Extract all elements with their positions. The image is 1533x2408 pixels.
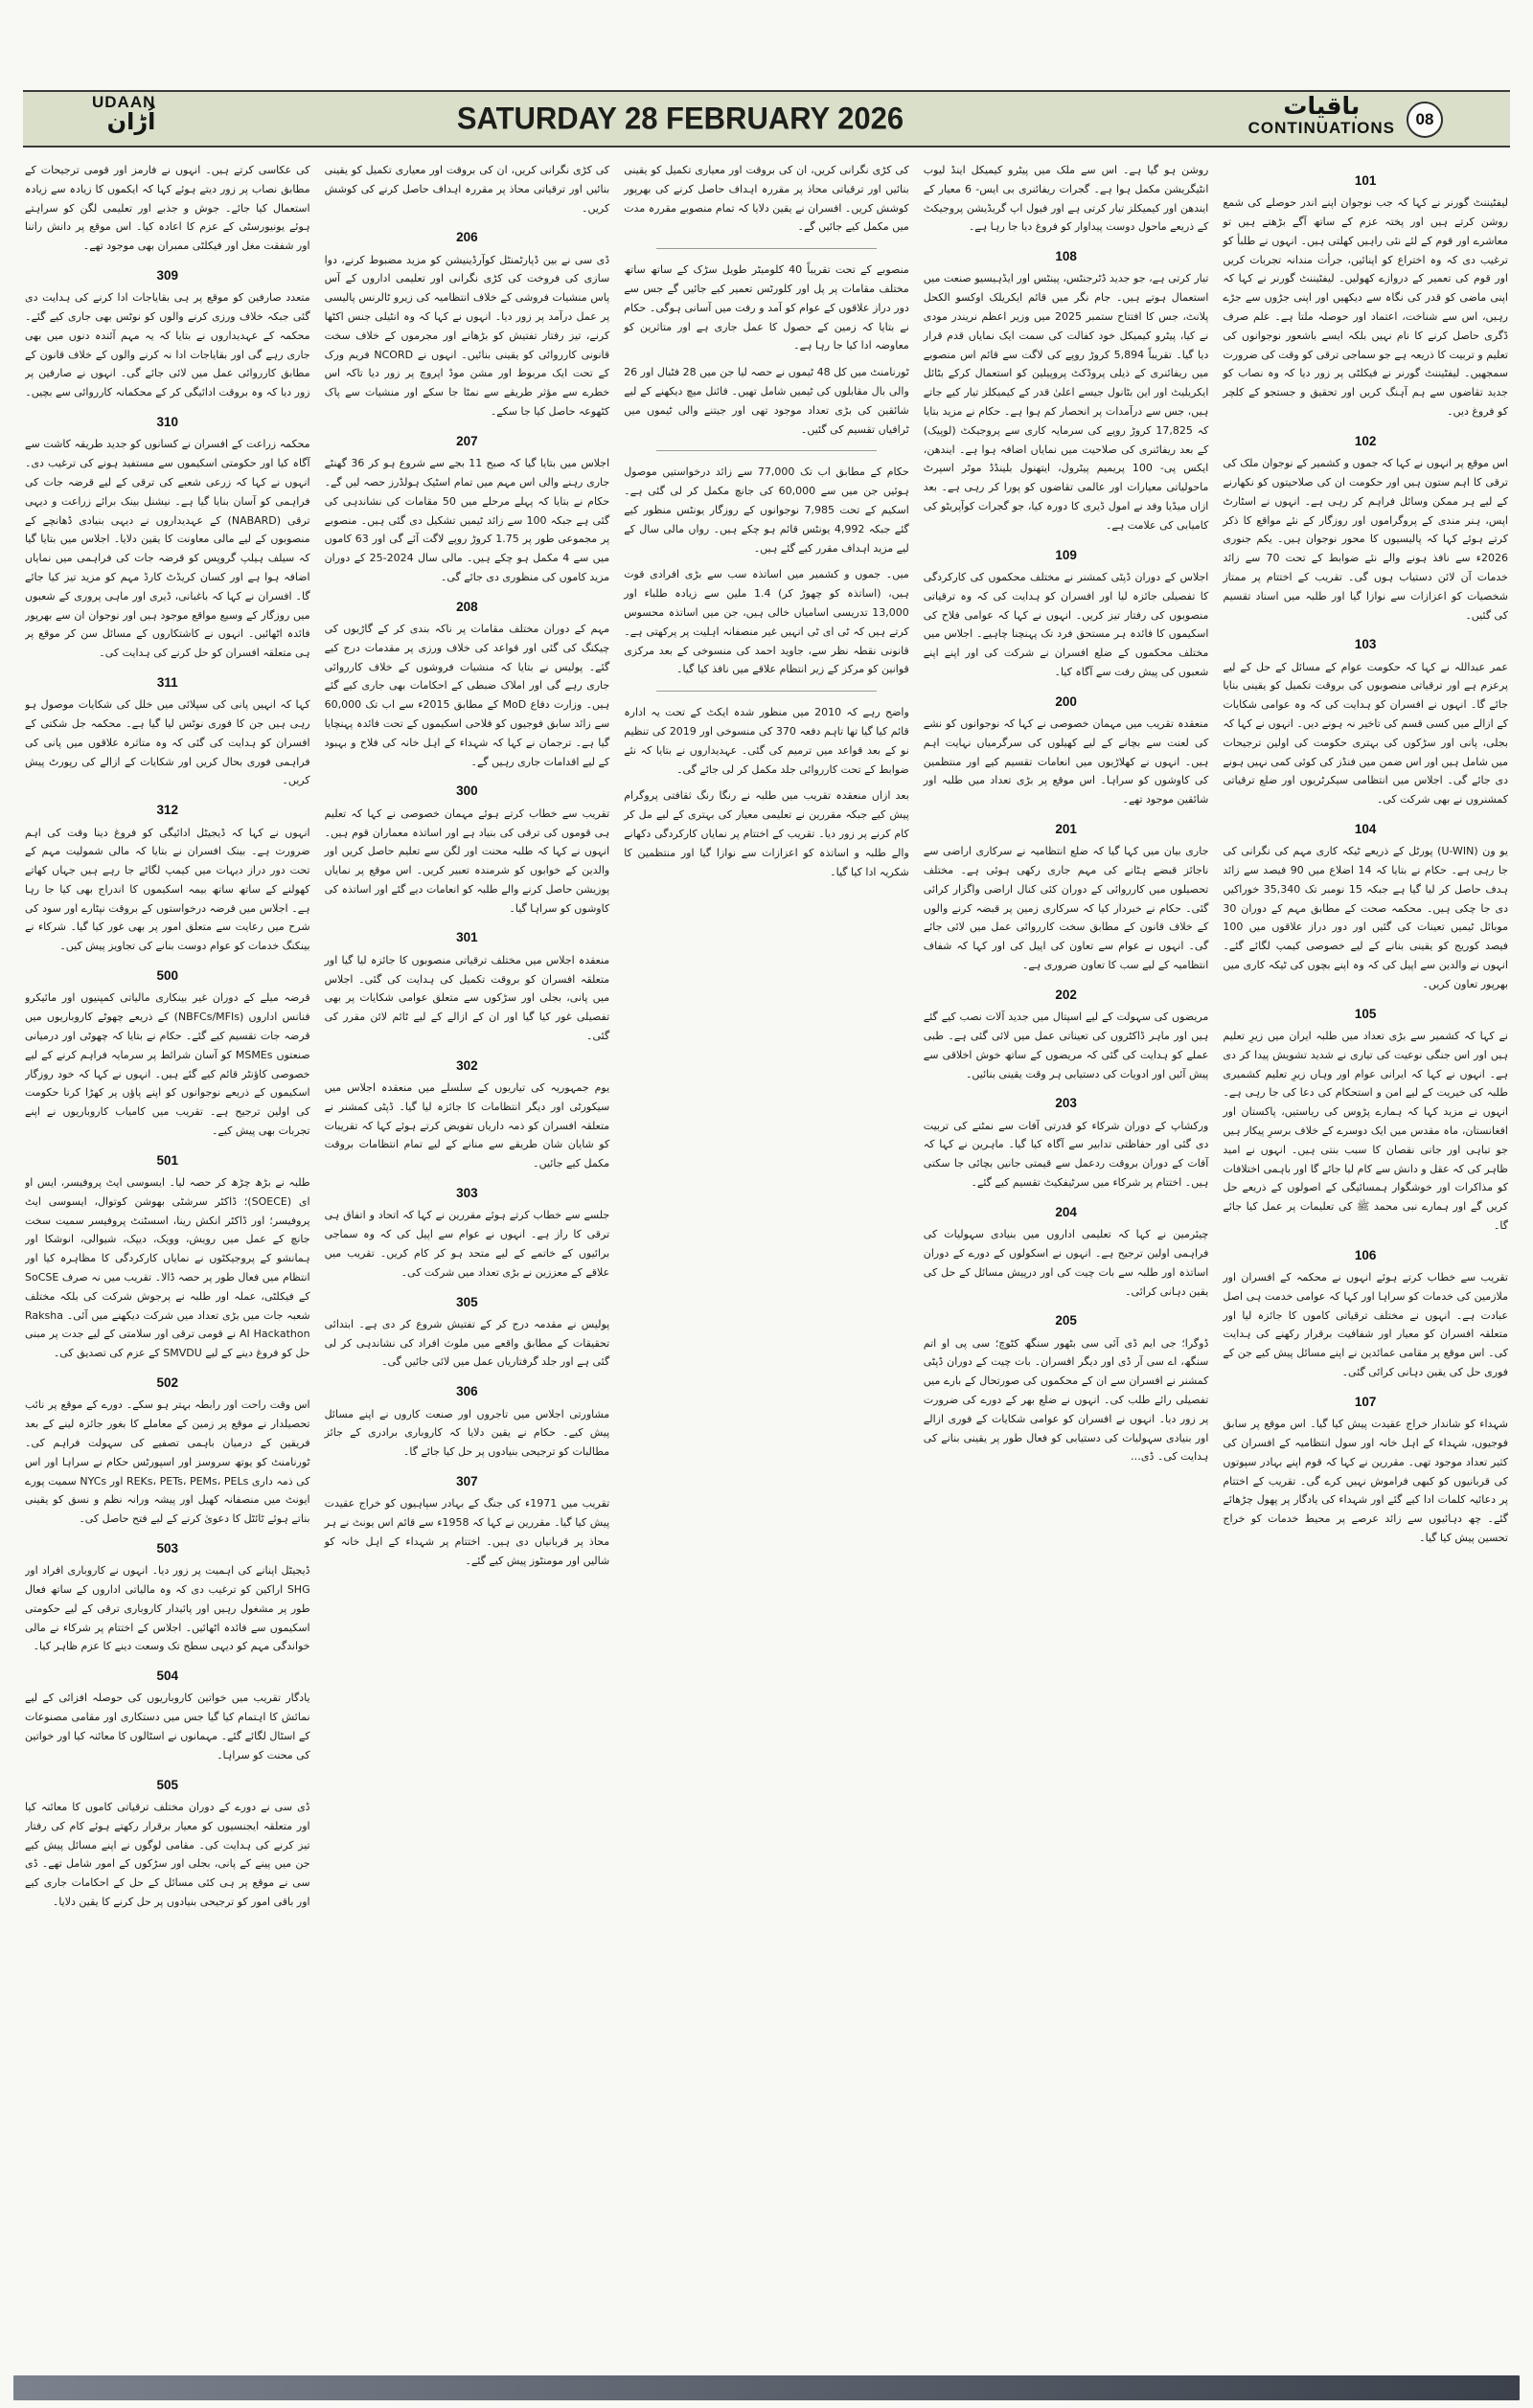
section-number-206: 206 xyxy=(456,230,478,245)
section-text: یادگار تقریب میں خواتین کاروباریوں کی حوصلہ افزائی کے لیے نمائش کا اہتمام کیا گیا جس میں دستکاری اور مقامی مصنوعات کے اسٹال لگائے گئے۔ مہمانوں نے اسٹالوں کا معائنہ کیا اور خواتین کی محنت کو سراہا۔ xyxy=(25,1692,310,1761)
section-number-305: 305 xyxy=(456,1294,478,1309)
footer-bar xyxy=(13,2375,1520,2400)
date-title: SATURDAY 28 FEBRUARY 2026 xyxy=(456,101,904,136)
section-number-307: 307 xyxy=(456,1473,478,1488)
section-text: اجلاس کے دوران ڈپٹی کمشنر نے مختلف محکموں کی کارکردگی کا تفصیلی جائزہ لیا اور افسران کو ہدایت کی کہ وہ ترقیاتی منصوبوں کی رفتار تیز کریں۔ انہوں نے کہا کہ عوامی فلاح کی اسکیموں کا فائدہ ہر مستحق فرد تک پہنچنا چاہیے۔ اجلاس میں مختلف محکموں کے ضلع افسران نے شرکت کی اور اپنے اپنے شعبوں کی پیش رفت سے آگاہ کیا۔ xyxy=(923,570,1209,678)
masthead-band xyxy=(23,90,1510,148)
section-number-306: 306 xyxy=(456,1384,478,1399)
section-text: چیئرمین نے کہا کہ تعلیمی اداروں میں بنیادی سہولیات کی فراہمی اولین ترجیح ہے۔ انہوں نے اسکولوں کے دورے کے دوران اساتذہ اور طلبہ سے بات چیت کی اور درپیش مسائل کے حل کی یقین دہانی کرائی۔ xyxy=(923,1228,1209,1298)
columns-container xyxy=(25,161,1508,2354)
section-number-201: 201 xyxy=(1055,822,1077,836)
section-text: تقریب سے خطاب کرتے ہوئے مہمان خصوصی نے کہا کہ تعلیم ہی قوموں کی ترقی کی بنیاد ہے اور اساتذہ معماران قوم ہیں۔ انہوں نے کہا کہ طلبہ محنت اور لگن سے تعلیم حاصل کریں اور والدین کے خوابوں کو شرمندہ تعبیر کریں۔ اس موقع پر نمایاں پوزیشن حاصل کرنے والے طلبہ کو انعامات دیے گئے اور اساتذہ کی کاوشوں کو سراہا گیا۔ xyxy=(324,806,610,915)
news-column-1 xyxy=(25,161,310,2354)
section-text: پولیس نے مقدمہ درج کر کے تفتیش شروع کر دی ہے۔ ابتدائی تحقیقات کے مطابق واقعے میں ملوث افراد کی نشاندہی کر لی گئی ہے اور جلد گرفتاریاں عمل میں لائی جائیں گی۔ xyxy=(324,1317,610,1369)
section-number-502: 502 xyxy=(156,1375,179,1391)
logo-text: UDAAN xyxy=(92,93,156,111)
section-number-107: 107 xyxy=(1354,1394,1377,1409)
news-column-2 xyxy=(325,161,610,2354)
news-column-3 xyxy=(624,161,909,2354)
section-text: جاری بیان میں کہا گیا کہ ضلع انتظامیہ نے سرکاری اراضی سے ناجائز قبضے ہٹانے کی مہم جاری رکھی ہوئی ہے۔ مختلف تحصیلوں میں کارروائی کے دوران کئی کنال اراضی واگزار کرائی گئی۔ حکام نے خبردار کیا کہ سرکاری زمین پر قبضہ کرنے والوں کے خلاف قانون کے مطابق سخت کارروائی عمل میں لائی جائے گی۔ انہوں نے عوام سے تعاون کی اپیل کی اور کہا کہ شفاف انتظامیہ کے لیے سب کا تعاون ضروری ہے۔ xyxy=(923,845,1209,972)
section-text: میں۔ جموں و کشمیر میں اساتذہ سب سے بڑی افرادی قوت ہیں، (اساتذہ کو چھوڑ کر) 1.4 ملین سے زیادہ طلباء اور 13,000 تدریسی اسامیاں خالی ہیں، جن میں اساتذہ محسوس کرتے ہیں کہ ٹی ای ٹی انہیں غیر منصفانہ اہلیت پر پرکھتی ہے۔ قانونی نقطہ نظر سے، جاوید احمد کی منسوخی کے بعد مرکزی قوانین کو مرکز کے زیر انتظام علاقے میں نافذ کیا گیا۔ xyxy=(624,568,909,676)
masthead-right-block xyxy=(1248,93,1395,137)
section-number-302: 302 xyxy=(456,1057,478,1073)
section-number-102: 102 xyxy=(1354,433,1377,448)
section-text: تقریب میں 1971ء کی جنگ کے بہادر سپاہیوں کو خراج عقیدت پیش کیا گیا۔ مقررین نے کہا کہ 1958ء سے قائم اس یونٹ نے ہر محاذ پر قربانیاں دی ہیں۔ اختتام پر شہداء کے اہل خانہ کو شالیں اور مومنٹوز پیش کیے گئے۔ xyxy=(324,1497,610,1567)
section-number-205: 205 xyxy=(1055,1313,1077,1329)
news-column-4 xyxy=(924,161,1209,2354)
section-number-104: 104 xyxy=(1354,822,1377,836)
section-number-101: 101 xyxy=(1354,173,1377,188)
section-number-301: 301 xyxy=(456,930,478,945)
section-number-200: 200 xyxy=(1055,693,1077,709)
section-text: ڈی سی نے دورے کے دوران مختلف ترقیاتی کاموں کا معائنہ کیا اور متعلقہ ایجنسیوں کو معیار برقرار رکھتے ہوئے کام کی رفتار تیز کرنے کی ہدایت کی۔ مقامی لوگوں نے اپنے مسائل پیش کیے جن میں پینے کے پانی، بجلی اور سڑکوں کے امور شامل تھے۔ ڈی سی نے موقع پر ہی کئی مسائل کے حل کے احکامات جاری کیے اور باقی امور کو ترجیحی بنیادوں پر حل کرنے کا یقین دلایا۔ xyxy=(25,1800,310,1908)
section-number-204: 204 xyxy=(1055,1204,1077,1219)
section-number-105: 105 xyxy=(1354,1006,1377,1021)
masthead-english-title: CONTINUATIONS xyxy=(1247,118,1395,137)
section-text: نے کہا کہ کشمیر سے بڑی تعداد میں طلبہ ایران میں زیرِ تعلیم ہیں اور اس جنگی نوعیت کی تیاری نے شدید تشویش پیدا کر دی ہے۔ انہوں نے کہا کہ ایرانی عوام اور وہاں زیرِ تعلیم کشمیری طلبہ کی خیریت کے لیے امن و استحکام کی دعا کی جا رہی ہے۔ انہوں نے مزید کہا کہ ہمارے پڑوس کی ریاستیں، پاکستان اور افغانستان، ماہ مقدس میں ایک دوسرے کے خلاف برسرِ پیکار ہیں جو تباہی اور جانی نقصان کا سبب بنتی ہیں۔ انہوں نے امید ظاہر کی کہ عقل و دانش سے کام لیا جائے گا اور باہمی اختلافات کو مذاکرات اور خوشگوار ہمسائیگی کے اصولوں کے ذریعے حل کریں گے اور ہمارے نبی محمد ﷺ کی تعلیمات پر عمل کیا جائے گا۔ xyxy=(1223,1029,1508,1232)
section-number-310: 310 xyxy=(156,415,179,430)
section-text: تیار کرتی ہے، جو جدید ڈٹرجنٹس، پینٹس اور ایڈہیسیو صنعت میں استعمال ہوتے ہیں۔ جام نگر میں قائم ایکریلک اوکسو الکحل پلانٹ، جس کا افتتاح ستمبر 2025 میں وزیر اعظم نریندر مودی نے کیا، پیٹرو کیمیکل خود کفالت کی سمت ایک نمایاں قدم قرار دیا گیا۔ تقریباً 5,894 کروڑ روپے کی لاگت سے قائم اس منصوبے میں ریفائنری کے ذیلی پروڈکٹ پروپیلین کو استعمال کرکے بٹائل ایکریلیٹ اور این بٹانول جیسے اعلیٰ قدر کے کیمیکلز تیار کیے جاتے ہیں، جس سے درآمدات پر انحصار کم ہوا ہے۔ حکام نے مزید بتایا کہ 17,825 کروڑ روپے کی سرمایہ کاری سے پروجیکٹ (لوپیک) کے بعد ریفائنری کی صلاحیت میں نمایاں اضافہ ہوا ہے۔ ایندھن، ایکس پی- 100 پریمیم پیٹرول، ایتھنول بلینڈڈ موٹر اسپرٹ ماحولیاتی معیارات اور عالمی تقاضوں کو پورا کر رہی ہے۔ بعد ازاں میڈیا وفد نے امول ڈیری کا دورہ کیا، جو گجرات کوآپریٹو کی کامیابی کی علامت ہے۔ xyxy=(923,272,1209,532)
section-text: ورکشاپ کے دوران شرکاء کو قدرتی آفات سے نمٹنے کی تربیت دی گئی اور حفاظتی تدابیر سے آگاہ کیا گیا۔ ماہرین نے کہا کہ آفات کے دوران بروقت ردعمل سے قیمتی جانیں بچائی جا سکتی ہیں۔ اختتام پر شرکاء میں سرٹیفکیٹ تقسیم کیے گئے۔ xyxy=(923,1119,1209,1190)
section-number-303: 303 xyxy=(456,1186,478,1201)
logo-urdu-calligraphy: اُڑان xyxy=(106,108,156,135)
section-number-312: 312 xyxy=(156,803,179,818)
section-text: لیفٹیننٹ گورنر نے کہا کہ جب نوجوان اپنے اندر حوصلے کی شمع روشن کرتے ہیں اور پختہ عزم کے ساتھ آگے بڑھتے ہیں تو معاشرے اور قوم کے لئے نئی راہیں کھلتی ہیں۔ انہوں نے طلبأ کو ترغیب دی کہ وہ اختراع کو اپنائیں، جرأت مندانہ تجربات کریں اور قوم کی تعمیر کے دروازے کھولیں۔ لیفٹیننٹ گورنر نے کہا کہ اپنی ماضی کو قدر کی نگاہ سے دیکھیں اور اپنی جڑوں سے جڑے رہیں، اس سے شناخت، اعتماد اور حوصلہ ملتا ہے۔ علم صرف ڈگری حاصل کرنے کا نام نہیں بلکہ ایسے باشعور نوجوانوں کی تعلیم و تربیت کا ذریعہ ہے جو سماجی ترقی کو وقت کی ضرورت سمجھیں۔ لیفٹیننٹ گورنر نے فیکلٹی پر زور دیا کہ وہ نصاب کو جدید تقاضوں سے ہم آہنگ کریں اور تحقیق و جستجو کے کلچر کو فروغ دیں۔ xyxy=(1223,196,1508,419)
section-text: اجلاس میں بتایا گیا کہ صبح 11 بجے سے شروع ہو کر 36 گھنٹے جاری رہنے والی اس مہم میں تمام اسٹیک ہولڈرز حصہ لیں گے۔ حکام نے بتایا کہ پہلے مرحلے میں 50 مقامات کی نشاندہی کی گئی ہے جبکہ 100 سے زائد ٹیمیں تشکیل دی گئی ہیں۔ منصوبے پر مجموعی طور پر 1.75 کروڑ روپے لاگت آئے گی اور 63 کاموں میں سے 4 مکمل ہو چکے ہیں۔ مالی سال 2024-25 کے دوران مزید کاموں کی منظوری دی جائے گی۔ xyxy=(324,457,610,583)
section-number-500: 500 xyxy=(156,968,179,984)
section-text: منعقدہ اجلاس میں مختلف ترقیاتی منصوبوں کا جائزہ لیا گیا اور متعلقہ افسران کو بروقت تکمیل کی ہدایت کی گئی۔ اجلاس میں پانی، بجلی اور سڑکوں سے متعلق عوامی شکایات پر بھی تفصیلی غور کیا گیا اور ان کے ازالے کے لیے ٹائم لائن مقرر کی گئی۔ xyxy=(324,953,610,1042)
section-text: شہداء کو شاندار خراج عقیدت پیش کیا گیا۔ اس موقع پر سابق فوجیوں، شہداء کے اہل خانہ اور سول انتظامیہ کے افسران کی کثیر تعداد موجود تھی۔ مقررین نے کہا کہ قوم اپنے بہادر سپوتوں کی قربانیوں کو کبھی فراموش نہیں کرے گی۔ تقریب کے اختتام پر دعائیہ کلمات ادا کیے گئے اور شہداء کی یادگار پر پھول چڑھائے گئے۔ چھ دہائیوں سے زائد عرصے پر محیط خدمات کو خراج تحسین پیش کیا گیا۔ xyxy=(1223,1418,1508,1544)
masthead-urdu-title: باقیات xyxy=(1283,92,1361,120)
story-separator xyxy=(656,450,877,451)
section-number-311: 311 xyxy=(156,674,178,690)
section-text: منعقدہ تقریب میں مہمان خصوصی نے کہا کہ نوجوانوں کو نشے کی لعنت سے بچانے کے لیے کھیلوں کی سرگرمیاں نہایت اہم ہیں۔ انہوں نے کھلاڑیوں میں انعامات تقسیم کیے اور منتظمین کی کاوشوں کو سراہا۔ اس موقع پر بڑی تعداد میں طلبہ اور شائقین موجود تھے۔ xyxy=(923,717,1209,806)
section-text: عمر عبداللہ نے کہا کہ حکومت عوام کے مسائل کے حل کے لیے پرعزم ہے اور ترقیاتی منصوبوں کی بروقت تکمیل کو یقینی بنایا جائے گا۔ انہوں نے افسران کو ہدایت کی کہ وہ عوامی شکایات کے ازالے میں کسی قسم کی تاخیر نہ ہونے دیں۔ انہوں نے کہا کہ بجلی، پانی اور سڑکوں کی بہتری حکومت کی اولین ترجیحات میں شامل ہیں اور اس ضمن میں فنڈز کی کوئی کمی نہیں ہونے دی جائے گی۔ اجلاس میں انتظامی سیکرٹریوں اور ضلع ترقیاتی کمشنروں نے بھی شرکت کی۔ xyxy=(1223,660,1508,806)
section-text: منصوبے کے تحت تقریباً 40 کلومیٹر طویل سڑک کے ساتھ ساتھ مختلف مقامات پر پل اور کلورٹس تعمیر کیے جائیں گے جس سے دور دراز علاقوں کے عوام کو آمد و رفت میں آسانی ہوگی۔ حکام نے بتایا کہ زمین کے حصول کا عمل جاری ہے اور متاثرین کو معاوضہ ادا کیا جا رہا ہے۔ xyxy=(624,263,909,352)
section-text: طلبہ نے بڑھ چڑھ کر حصہ لیا۔ ایسوسی ایٹ پروفیسر، ایس او ای (SOECE)؛ ڈاکٹر سرشٹی بھوشن کوتوال، ایسوسی ایٹ پروفیسر؛ اور ڈاکٹر انکش رینا، اسسٹنٹ پروفیسر سمیت سخت جانچ کے عمل میں رویش، وویک، دیپک، شیوالی، انوشکا اور ہمانشو کے پروجیکٹوں نے نمایاں کارکردگی کا مظاہرہ کیا اور انتظام میں فعال طور پر حصہ ڈالا۔ تقریب میں نہ صرف SoCSE کے فیکلٹی، عملہ اور طلبہ نے پرجوش شرکت کی بلکہ مختلف شعبہ جات میں بڑی تعداد میں شرکت دیکھنے میں آئی۔ Raksha AI Hackathon نے قومی ترقی اور سلامتی کے لیے جدت پر مبنی حل کو فروغ دینے کے لیے SMVDU کے عزم کی تصدیق کی۔ xyxy=(25,1176,310,1360)
section-number-108: 108 xyxy=(1055,249,1077,264)
section-number-300: 300 xyxy=(456,784,478,799)
section-text: ڈیجیٹل اپنانے کی اہمیت پر زور دیا۔ انہوں نے کاروباری افراد اور SHG اراکین کو ترغیب دی کہ وہ مالیاتی اداروں کے ساتھ فعال طور پر مشغول رہیں اور پائیدار کاروباری ترقی کے لیے حکومتی اسکیموں سے فائدہ اٹھائیں۔ اجلاس کے اختتام پر شرکاء نے مالی خواندگی مہم کو دیہی سطح تک وسعت دینے کا عزم ظاہر کیا۔ xyxy=(25,1564,310,1653)
section-text: مشاورتی اجلاس میں تاجروں اور صنعت کاروں نے اپنے مسائل پیش کیے۔ حکام نے یقین دلایا کہ کاروباری برادری کے جائز مطالبات کو ترجیحی بنیادوں پر حل کیا جائے گا۔ xyxy=(324,1407,610,1459)
section-text: اس موقع پر انہوں نے کہا کہ جموں و کشمیر کے نوجوان ملک کی ترقی کا اہم ستون ہیں اور حکومت ان کی صلاحیتوں کو نکھارنے کے لیے ہر ممکن وسائل فراہم کر رہی ہے۔ انہوں نے اسٹارٹ اپس، ہنر مندی کے پروگراموں اور روزگار کے نئے مواقع کا ذکر کرتے ہوئے کہا کہ پالیسیوں کا محور نوجوان ہیں۔ یکم جنوری 2026ء سے نافذ ہونے والے نئے ضوابط کے تحت 70 سے زائد خدمات آن لائن دستیاب ہوں گی۔ تقریب کے اختتام پر ممتاز شخصیات کو اعزازات سے نوازا گیا اور طلبہ میں اسناد تقسیم کی گئیں۔ xyxy=(1223,457,1508,622)
page-number-badge: 08 xyxy=(1407,102,1443,138)
section-number-505: 505 xyxy=(156,1777,179,1792)
section-number-207: 207 xyxy=(456,433,478,448)
news-column-5 xyxy=(1223,161,1508,2354)
section-text: ٹورنامنٹ میں کل 48 ٹیموں نے حصہ لیا جن میں 28 فٹبال اور 26 والی بال مقابلوں کی ٹیمیں شامل تھیں۔ فائنل میچ دیکھنے کے لیے شائقین کی بڑی تعداد موجود تھی اور جیتنے والی ٹیموں میں ٹرافیاں تقسیم کی گئیں۔ xyxy=(624,366,909,436)
section-text: اس وقت راحت اور رابطہ بہتر ہو سکے۔ دورے کے موقع پر نائب تحصیلدار نے موقع پر زمین کے معاملے کا بغور جائزہ لینے کے بعد فریقین کے درمیان باہمی تصفیے کی سہولت فراہم کی۔ ٹورنامنٹ کو یوتھ سروسز اور اسپورٹس حکام نے سراہا اور اس کی ذمہ داری REKs، PETs، PEMs، PELs اور NYCs سمیت پورے ایونٹ میں منصفانہ کھیل اور پیشہ ورانہ نظم و نسق کو یقینی بناتے ہوئے ٹائٹل کا دعویٰ کرنے کے لیے فتح حاصل کی۔ xyxy=(25,1398,310,1526)
story-separator xyxy=(656,691,877,692)
section-text: ڈی سی نے بین ڈپارٹمنٹل کوآرڈینیشن کو مزید مضبوط کرنے، دوا سازی کی فروخت کی کڑی نگرانی اور تعلیمی اداروں کے آس پاس منشیات فروشی کے خلاف انتظامیہ کی زیرو ٹالرنس پالیسی پر عمل درآمد پر زور دیا۔ انہوں نے کہا کہ وہ انٹیلی جنس اکٹھا کرنے، تیز رفتار تفتیش کو بڑھانے اور مجرموں کے خلاف سخت قانونی کارروائی کو یقینی بنائیں۔ انہوں نے NCORD فریم ورک کے تحت ایک مربوط اور مشن موڈ اپروچ پر زور دیا تاکہ اس خطرے سے مؤثر طریقے سے نمٹا جا سکے اور منشیات سے پاک کٹھوعہ حاصل کیا جا سکے۔ xyxy=(324,253,610,419)
section-text: انہوں نے کہا کہ ڈیجیٹل ادائیگی کو فروغ دینا وقت کی اہم ضرورت ہے۔ بینک افسران نے بتایا کہ مالی شمولیت مہم کے تحت دور دراز دیہات میں کیمپ لگائے جا رہے ہیں جہاں کھاتے کھولنے کے ساتھ ساتھ بیمہ اسکیموں کا اندراج بھی کیا جا رہا ہے۔ اجلاس میں قرضہ درخواستوں کے بروقت نپٹارے اور سود کی شرح میں رعایت سے متعلق امور پر بھی غور کیا گیا۔ شرکاء نے بینکنگ خدمات کو عوام دوست بنانے کی تجاویز پیش کیں۔ xyxy=(25,826,310,953)
section-text: روشن ہو گیا ہے۔ اس سے ملک میں پیٹرو کیمیکل اینڈ لیوب انٹیگریشن مکمل ہوا ہے۔ گجرات ریفائنری بی ایس- 6 معیار کے ایندھن اور کیمیکلز تیار کرتی ہے اور فیول اپ گریڈیشن پروجیکٹ کے ذریعے ماحول دوست پیداوار کو فروغ دیا جا رہا ہے۔ xyxy=(923,164,1209,234)
section-text: بعد ازاں منعقدہ تقریب میں طلبہ نے رنگا رنگ ثقافتی پروگرام پیش کیے جبکہ مقررین نے تعلیمی معیار کی بہتری کے لیے مل کر کام کرنے پر زور دیا۔ تقریب کے اختتام پر نمایاں کارکردگی دکھانے والے طلبہ و اساتذہ کو اعزازات سے نوازا گیا اور منتظمین کا شکریہ ادا کیا گیا۔ xyxy=(624,789,909,878)
section-text: ڈوگرا؛ جی ایم ڈی آئی سی بٹھور سنگھ کٹوچ؛ سی پی او اتم سنگھ، اے سی آر ڈی اور دیگر افسران۔ بات چیت کے دوران ڈپٹی کمشنر نے افسران سے ان کے محکموں کی صورتحال کے بارے میں تفصیلی رائے طلب کی۔ انہوں نے ضلع بھر کے دورے کی ضرورت پر زور دیا۔ انہوں نے افسران کو عوامی شکایات کے فوری ازالے اور بنیادی سہولیات کی دستیابی کو فعال طور پر یقینی بنانے کی ہدایت کی۔ ڈی… xyxy=(923,1336,1209,1464)
section-number-309: 309 xyxy=(156,267,179,283)
section-number-109: 109 xyxy=(1055,547,1077,562)
section-text: حکام کے مطابق اب تک 77,000 سے زائد درخواستیں موصول ہوئیں جن میں سے 60,000 کی جانچ مکمل کر لی گئی ہے۔ اسکیم کے تحت 7,985 نوجوانوں کے روزگار یونٹس منظور کیے گئے جبکہ 4,992 یونٹس قائم ہو چکے ہیں۔ رواں مالی سال کے لیے مزید اہداف مقرر کیے گئے ہیں۔ xyxy=(624,466,909,555)
section-number-106: 106 xyxy=(1354,1247,1377,1262)
section-text: یو ون (U-WIN) پورٹل کے ذریعے ٹیکہ کاری مہم کی نگرانی کی جا رہی ہے۔ حکام نے بتایا کہ 14 اضلاع میں 90 فیصد سے زائد ہدف حاصل کر لیا گیا ہے جبکہ 15 نومبر تک 35,340 خوراکیں دی جا چکی ہیں۔ محکمہ صحت کے مطابق مہم کے دوران 30 موبائل ٹیمیں تعینات کی گئیں اور دور دراز علاقوں میں 100 فیصد کوریج کو یقینی بنانے کے لیے خصوصی کیمپ لگائے گئے۔ انہوں نے والدین سے اپیل کی کہ وہ اپنے بچوں کی ٹیکہ کاری میں بھرپور تعاون کریں۔ xyxy=(1223,845,1508,990)
section-text: کی کڑی نگرانی کریں، ان کی بروقت اور معیاری تکمیل کو یقینی بنائیں اور ترقیاتی محاذ پر مقررہ اہداف حاصل کرنے کی کوشش کریں۔ xyxy=(324,164,610,215)
section-text: مہم کے دوران مختلف مقامات پر ناکہ بندی کر کے گاڑیوں کی چیکنگ کی گئی اور قواعد کی خلاف ورزی پر مقدمات درج کیے گئے۔ پولیس نے بتایا کہ منشیات فروشوں کے خلاف کارروائی جاری رہے گی اور املاک ضبطی کے احکامات بھی جاری کیے گئے ہیں۔ وزارت دفاع MoD کے مطابق 2015ء سے اب تک 60,000 سے زائد سابق فوجیوں کو فلاحی اسکیموں کے تحت فائدہ پہنچایا گیا ہے۔ ترجمان نے کہا کہ شہداء کے اہل خانہ کی فلاح و بہبود کے لیے اقدامات جاری رہیں گے۔ xyxy=(324,623,610,768)
section-number-504: 504 xyxy=(156,1669,179,1684)
section-text: قرضہ میلے کے دوران غیر بینکاری مالیاتی کمپنیوں اور مائیکرو فنانس اداروں (NBFCs/MFIs) کے ذریعے چھوٹے کاروباریوں میں قرضہ جات تقسیم کیے گئے۔ حکام نے بتایا کہ چھوٹی اور درمیانی صنعتوں MSMEs کو آسان شرائط پر سرمایہ فراہم کرنے کے لیے خصوصی کاؤنٹر قائم کیے گئے ہیں۔ انہوں نے کہا کہ خود روزگار اسکیموں کے ذریعے نوجوانوں کو اپنے پاؤں پر کھڑا کرنا حکومت کی اولین ترجیح ہے۔ تقریب میں کامیاب کاروباریوں نے اپنے تجربات بھی پیش کیے۔ xyxy=(25,991,310,1137)
section-text: مریضوں کی سہولت کے لیے اسپتال میں جدید آلات نصب کیے گئے ہیں اور ماہر ڈاکٹروں کی تعیناتی عمل میں لائی گئی ہے۔ طبی عملے کو ہدایت کی گئی کہ مریضوں کے ساتھ خوش اخلاقی سے پیش آئیں اور ادویات کی دستیابی ہر وقت یقینی بنائیں۔ xyxy=(923,1011,1209,1080)
section-number-208: 208 xyxy=(456,599,478,614)
story-separator xyxy=(656,248,877,249)
section-text: یوم جمہوریہ کی تیاریوں کے سلسلے میں منعقدہ اجلاس میں سیکورٹی اور دیگر انتظامات کا جائزہ لیا گیا۔ ڈپٹی کمشنر نے متعلقہ افسران کو ذمہ داریاں تفویض کرتے ہوئے کہا کہ تقریبات کو شایان شان طریقے سے منانے کے لیے تمام انتظامات بروقت مکمل کیے جائیں۔ xyxy=(324,1081,610,1170)
section-text: واضح رہے کہ 2010 میں منظور شدہ ایکٹ کے تحت یہ ادارہ قائم کیا گیا تھا تاہم دفعہ 370 کی منسوخی اور 2019 کی تنظیم نو کے بعد قواعد میں ترمیم کی گئی۔ عہدیداروں نے بتایا کہ نئے ضوابط کے تحت کارروائی جلد مکمل کر لی جائے گی۔ xyxy=(624,706,909,776)
section-text: متعدد صارفین کو موقع پر ہی بقایاجات ادا کرنے کی ہدایت دی گئی جبکہ خلاف ورزی کرنے والوں کو نوٹس بھی جاری کیے گئے۔ محکمہ کے عہدیداروں نے بتایا کہ یہ مہم آئندہ دنوں میں بھی جاری رہے گی اور بقایاجات ادا نہ کرنے والوں کے خلاف قانون کے مطابق کارروائی عمل میں لائی جائے گی۔ انہوں نے صارفین پر زور دیا کہ وہ بروقت ادائیگی کر کے محکمانہ کارروائی سے بچیں۔ xyxy=(25,291,310,399)
section-text: جلسے سے خطاب کرتے ہوئے مقررین نے کہا کہ اتحاد و اتفاق ہی ترقی کا راز ہے۔ انہوں نے عوام سے اپیل کی کہ وہ سماجی برائیوں کے خاتمے کے لیے متحد ہو کر کام کریں۔ تقریب میں علاقے کے معززین نے بڑی تعداد میں شرکت کی۔ xyxy=(324,1209,610,1279)
section-text: تقریب سے خطاب کرتے ہوئے انہوں نے محکمہ کے افسران اور ملازمین کی خدمات کو سراہا اور کہا کہ عوامی خدمت ہی اصل عبادت ہے۔ انہوں نے مختلف ترقیاتی کاموں کا جائزہ لیا اور متعلقہ افسران کو معیار اور شفافیت برقرار رکھنے کی ہدایت کی۔ اس موقع پر مقامی عمائدین نے اپنے مسائل پیش کیے جن کے فوری حل کی یقین دہانی کرائی گئی۔ xyxy=(1223,1271,1508,1379)
section-number-202: 202 xyxy=(1055,987,1077,1002)
section-text: کی کڑی نگرانی کریں، ان کی بروقت اور معیاری تکمیل کو یقینی بنائیں اور ترقیاتی محاذ پر مقررہ اہداف حاصل کرنے کی بھرپور کوشش کریں۔ افسران نے یقین دلایا کہ تمام منصوبے مقررہ مدت میں مکمل کیے جائیں گے۔ xyxy=(624,164,909,234)
section-number-203: 203 xyxy=(1055,1096,1077,1111)
section-number-503: 503 xyxy=(156,1540,179,1556)
section-number-501: 501 xyxy=(156,1152,179,1168)
section-number-103: 103 xyxy=(1354,637,1377,652)
section-text: محکمہ زراعت کے افسران نے کسانوں کو جدید طریقہ کاشت سے آگاہ کیا اور حکومتی اسکیموں سے مستفید ہونے کی ترغیب دی۔ انہوں نے کہا کہ زرعی شعبے کی ترقی کے لیے قرضہ جات کی فراہمی کو آسان بنایا گیا ہے۔ نیشنل بینک برائے زراعت و دیہی ترقی (NABARD) کے عہدیداروں نے دیہی بنیادی ڈھانچے کے منصوبوں کے لیے مالی معاونت کا یقین دلایا۔ اجلاس میں بتایا گیا کہ سیلف ہیلپ گروپس کو قرضہ جات کی فراہمی میں نمایاں اضافہ ہوا ہے اور کسان کریڈٹ کارڈ مہم کو مزید تیز کیا جائے گا۔ افسران نے کہا کہ باغبانی، ڈیری اور ماہی پروری کے شعبوں میں روزگار کے وسیع مواقع موجود ہیں اور نوجوان ان سے بھرپور فائدہ اٹھائیں۔ انہوں نے کاشتکاروں کے مسائل سن کر موقع پر ہی متعلقہ افسران کو حل کرنے کی ہدایت کی۔ xyxy=(25,438,310,660)
section-text: کہا کہ انہیں پانی کی سپلائی میں خلل کی شکایات موصول ہو رہی ہیں جن کا فوری نوٹس لیا گیا ہے۔ محکمہ جل شکتی کے افسران کو ہدایت کی گئی کہ وہ متاثرہ علاقوں میں پانی کی فراہمی فوری بحال کریں اور شکایات کے ازالے کی رپورٹ پیش کریں۔ xyxy=(25,698,310,787)
section-text: کی عکاسی کرتے ہیں۔ انہوں نے فارمز اور قومی ترجیحات کے مطابق نصاب پر زور دیتے ہوئے کہا کہ ایکموں کا زیادہ سے زیادہ استعمال کیا جائے۔ جوش و جذبے اور تعلیمی لگن کو سراہتے ہوئے یونیورسٹی کے عزم کا اعادہ کیا۔ اس موقع پر دانش راننا اور شفقت مغل اور فیکلٹی ممبران بھی موجود تھے۔ xyxy=(25,164,310,253)
